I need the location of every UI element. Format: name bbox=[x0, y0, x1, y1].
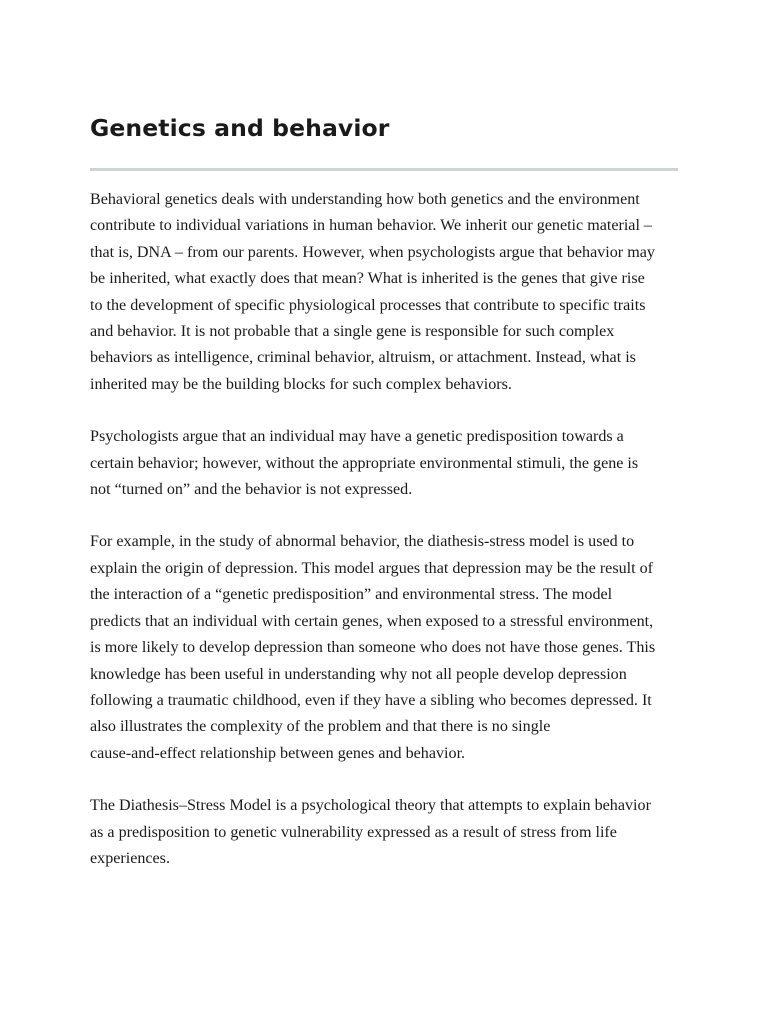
page-title: Genetics and behavior bbox=[90, 114, 390, 142]
article-body bbox=[90, 187, 678, 872]
paragraph-genetic-predisposition: Psychologists argue that an individual may have a genetic predisposition towards a certain behavior; however, without the appropriate environmental stimuli, the gene is not “turned on” and the behavior is not expressed. bbox=[90, 428, 639, 499]
title-divider bbox=[90, 168, 678, 171]
paragraph-behavioral-genetics: Behavioral genetics deals with understanding how both genetics and the environment contribute to individual variations in human behavior. We inherit our genetic material – that is, DNA – from our parents. However, when psychologists argue that behavior may be inherited, what exactly does that mean? What is inherited is the genes that give rise to the development of specific physiological processes that contribute to specific traits and behavior. It is not probable that a single gene is responsible for such complex behaviors as intelligence, criminal behavior, altruism, or attachment. Instead, what is inherited may be the building blocks for such complex behaviors. bbox=[90, 191, 655, 393]
paragraph-diathesis-stress-definition: The Diathesis–Stress Model is a psychological theory that attempts to explain behavior as a predisposition to genetic vulnerability expressed as a result of stress from life experiences. bbox=[90, 797, 651, 867]
paragraph-diathesis-stress-example: For example, in the study of abnormal behavior, the diathesis-stress model is used to explain the origin of depression. This model argues that depression may be the result of the interaction of a “genetic predisposition” and environmental stress. The model predicts that an individual with certain genes, when exposed to a stressful environment, is more likely to develop depression than someone who does not have those genes. This knowledge has been useful in understanding why not all people develop depression following a traumatic childhood, even if they have a sibling who becomes depressed. It also illustrates the complexity of the problem and that there is no single cause-and-effect relationship between genes and behavior. bbox=[90, 533, 656, 762]
document-page bbox=[90, 0, 678, 898]
